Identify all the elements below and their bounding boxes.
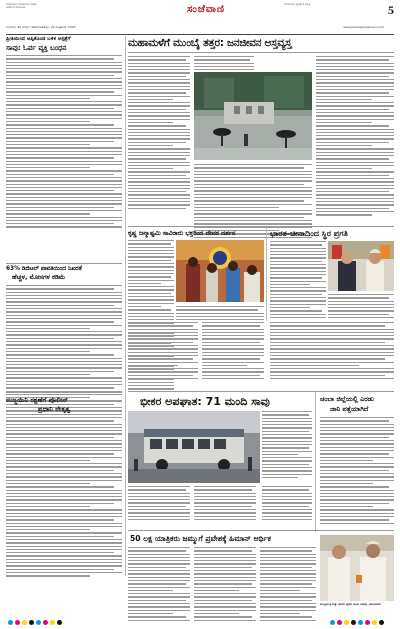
bottom-headline: 50 ಲಕ್ಷ ಯಾತ್ರಿಕರು ಜಮ್ಮುಗೆ ಪ್ರವೇಶಕ್ಕೆ ಹಿಮಾನ್ ಆರ್ಥಿಕ [130, 534, 271, 543]
bharat-china-headline: ಭಾರತ-ಚೀನಾದಿಂದ ಸ್ಥಿರ ಪ್ರಗತಿ [270, 229, 348, 238]
lead-headline: ಮಹಾಮಳೆಗೆ ಮುಂಬೈ ತತ್ತರ: ಜನಜೀವನ ಅಸ್ತವ್ಯಸ್ತ [128, 37, 292, 49]
masthead-left-line1: ಬೆಂಗಳೂರು | ಮಂಗಳವಾರ, ಸಂಪುಟ [6, 3, 37, 6]
bottom-body-a [128, 547, 190, 623]
newspaper-brand: ಸಂಜೆವಾಣಿ [187, 4, 225, 15]
accident-body-right [262, 411, 312, 480]
bottom-body-b [194, 547, 256, 623]
ujjain-body [6, 417, 122, 579]
left-top-headline-2: ಸಾವು: ಓರ್ವ ವ್ಯಕ್ತಿ ಬಂಧನ [6, 44, 67, 52]
left-mid-headline-2: ಹೆಚ್ಚಳ, ಮೋಸಗಳ ಕಡಿಮೆ [12, 274, 66, 281]
accident-body-b [194, 486, 256, 522]
mid-col-a [128, 322, 198, 381]
ujjain-headline-2: ಪ್ರಧಾನಿ ನೇತೃತ್ವ [38, 405, 71, 413]
bharat-body-2 [328, 294, 394, 320]
lead-col1 [128, 56, 190, 211]
krishna-body-2 [176, 306, 264, 322]
modi-wang-yi-photo [328, 241, 394, 291]
chamba-headline-2: ಜಾನಿ ಪತ್ತೆಯಾಗಿದೆ [330, 405, 369, 413]
chamba-headline-1: ಚಂಬಾ ಜಿಲ್ಲೆಯಲ್ಲಿ ಎರಡು [320, 395, 374, 403]
masthead-date: ಬುಧವಾರ, 20 ಆಗಸ್ಟ್ | Wednesday, 20 August, 2025 [6, 25, 76, 29]
mumbai-rain-photo [194, 72, 312, 160]
masthead-left [6, 3, 126, 10]
leaders-meeting-photo [320, 535, 394, 601]
left-top-headline-1: ಪ್ರೀತಿಯಿಂದ ಅಪ್ಪಿಕೊಂಡ ಬಳಿಕ ಆಸ್ಪತ್ರೆಗೆ [6, 36, 71, 42]
masthead-left-line2: ಸಂಜೆವಾಣಿ ಬೆಂಗಳೂರು [6, 6, 26, 10]
masthead-right [284, 3, 384, 6]
bharat-body [270, 241, 326, 320]
print-color-bar-left [8, 620, 62, 625]
accident-headline: ಭೀಕರ ಅಪಘಾತ: 71 ಮಂದಿ ಸಾವು [140, 395, 270, 408]
bottom-body-c [260, 547, 316, 623]
print-color-bar-right [330, 620, 384, 625]
leaders-photo-caption: ಮುಖ್ಯಮಂತ್ರಿ ಮತ್ತು ಸಚಿವರು ಪ್ರಧಾನಿ ಮೋದಿ ಅವರನ್ನು ಭೇಟಿಯಾದರು [320, 602, 381, 606]
bus-accident-photo [128, 411, 260, 483]
masthead-right-line1: ಬೆಂಗಳೂರು | ಪ್ರಾದೇಶಿಕ ಆವೃತ್ತಿ [284, 3, 311, 6]
left-top-body [6, 55, 122, 230]
mid-col-b [202, 322, 264, 381]
page-number: 5 [388, 3, 394, 17]
accident-body-a [128, 486, 190, 522]
lead-col3 [316, 56, 394, 218]
accident-body-c [262, 486, 312, 522]
bharat-body-3 [270, 322, 394, 381]
krishna-devotees-photo [176, 240, 264, 302]
masthead [6, 3, 394, 35]
masthead-email: ssanjevani@sanjevani.com [343, 25, 384, 29]
krishna-headline: ಕೃಷ್ಣ ಜನ್ಮಾಷ್ಟಮಿ ಸಾವಿರಾರು ಭಕ್ತರಿಂದ ದೇವರ ದರ್ಶನ [128, 230, 236, 237]
chamba-body [320, 417, 394, 526]
ujjain-headline-1: ಉಜ್ಜಯಿನಿ ರಕ್ಷಣೆಗೆ ಪೊಲೀಸ್ [6, 396, 68, 404]
left-mid-headline-1: 63% ಡಿಜಿಟಲ್ ಪಾವತಿಯಿಂದ ನಿಖರತೆ [6, 266, 82, 272]
